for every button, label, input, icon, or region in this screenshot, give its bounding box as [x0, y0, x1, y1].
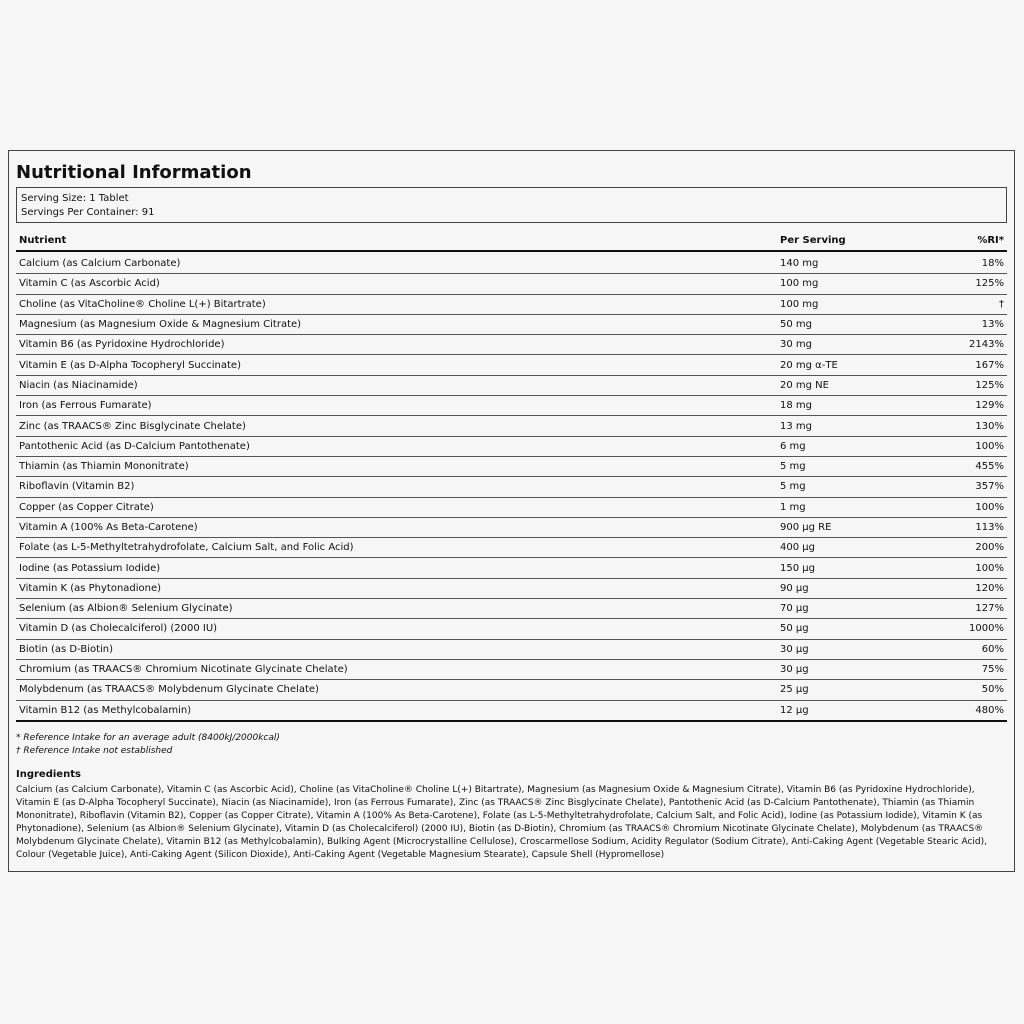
table-row: [16, 355, 1007, 375]
ri-cell: 75%: [943, 659, 1007, 679]
per-serving-cell: 50 µg: [777, 619, 943, 639]
table-row: [16, 538, 1007, 558]
per-serving-cell: 6 mg: [777, 436, 943, 456]
nutrient-cell: Vitamin B12 (as Methylcobalamin): [16, 700, 777, 721]
ri-cell: 130%: [943, 416, 1007, 436]
ri-cell: 60%: [943, 639, 1007, 659]
nutrient-cell: Thiamin (as Thiamin Mononitrate): [16, 456, 777, 476]
nutrient-cell: Pantothenic Acid (as D-Calcium Pantothenate): [16, 436, 777, 456]
ri-cell: 50%: [943, 680, 1007, 700]
ri-cell: 200%: [943, 538, 1007, 558]
ri-cell: 127%: [943, 599, 1007, 619]
page-title: Nutritional Information: [16, 162, 252, 183]
table-row: [16, 517, 1007, 537]
table-header-row: [16, 231, 1007, 251]
table-row: [16, 456, 1007, 476]
per-serving-cell: 30 mg: [777, 335, 943, 355]
table-row: [16, 314, 1007, 334]
per-serving-cell: 150 µg: [777, 558, 943, 578]
nutrient-cell: Vitamin B6 (as Pyridoxine Hydrochloride): [16, 335, 777, 355]
nutrient-cell: Niacin (as Niacinamide): [16, 375, 777, 395]
serving-size: Serving Size: 1 Tablet: [21, 193, 129, 204]
nutrient-cell: Vitamin K (as Phytonadione): [16, 578, 777, 598]
ri-cell: 357%: [943, 477, 1007, 497]
header-per-serving: Per Serving: [777, 231, 943, 251]
nutrient-cell: Riboflavin (Vitamin B2): [16, 477, 777, 497]
nutrient-cell: Magnesium (as Magnesium Oxide & Magnesium Citrate): [16, 314, 777, 334]
ri-cell: 120%: [943, 578, 1007, 598]
nutrient-cell: Biotin (as D-Biotin): [16, 639, 777, 659]
ri-cell: 18%: [943, 251, 1007, 274]
table-row: [16, 436, 1007, 456]
nutrient-cell: Copper (as Copper Citrate): [16, 497, 777, 517]
nutrient-cell: Folate (as L-5-Methyltetrahydrofolate, Calcium Salt, and Folic Acid): [16, 538, 777, 558]
per-serving-cell: 100 mg: [777, 294, 943, 314]
per-serving-cell: 20 mg α-TE: [777, 355, 943, 375]
ri-cell: 1000%: [943, 619, 1007, 639]
nutrient-cell: Iodine (as Potassium Iodide): [16, 558, 777, 578]
nutrient-cell: Choline (as VitaCholine® Choline L(+) Bitartrate): [16, 294, 777, 314]
per-serving-cell: 30 µg: [777, 659, 943, 679]
header-nutrient: Nutrient: [16, 231, 777, 251]
ingredients-heading: Ingredients: [16, 768, 81, 780]
ri-cell: 13%: [943, 314, 1007, 334]
table-row: [16, 599, 1007, 619]
ri-cell: 100%: [943, 436, 1007, 456]
per-serving-cell: 400 µg: [777, 538, 943, 558]
table-row: [16, 558, 1007, 578]
table-body: [16, 251, 1007, 721]
footnotes: [16, 732, 1007, 758]
footnote-not-established: † Reference Intake not established: [16, 745, 173, 756]
per-serving-cell: 13 mg: [777, 416, 943, 436]
ri-cell: 113%: [943, 517, 1007, 537]
nutrient-cell: Vitamin D (as Cholecalciferol) (2000 IU): [16, 619, 777, 639]
per-serving-cell: 90 µg: [777, 578, 943, 598]
ri-cell: 480%: [943, 700, 1007, 721]
nutrient-cell: Vitamin C (as Ascorbic Acid): [16, 274, 777, 294]
ri-cell: 167%: [943, 355, 1007, 375]
table-row: [16, 659, 1007, 679]
per-serving-cell: 5 mg: [777, 456, 943, 476]
ri-cell: †: [943, 294, 1007, 314]
ri-cell: 455%: [943, 456, 1007, 476]
ingredients-text: Calcium (as Calcium Carbonate), Vitamin C (as Ascorbic Acid), Choline (as VitaCholine® Choline L(+) Bitartrate), Magnesium (as Magnesium Oxide & Magnesium Citrate), Vitamin B6 (as Pyridoxine Hydrochloride), Vitamin E (as D-Alpha Tocopheryl Succinate), Niacin (as Niacinamide), Iron (as Ferrous Fumarate), Zinc (as TRAACS® Zinc Bisglycinate Chelate), Pantothenic Acid (as D-Calcium Pantothenate), Thiamin (as Thiamin Mononitrate), Riboflavin (Vitamin B2), Copper (as Copper Citrate), Vitamin A (100% As Beta-Carotene), Folate (as L-5-Methyltetrahydrofolate, Calcium Salt, and Folic Acid), Iodine (as Potassium Iodide), Vitamin K (as Phytonadione), Selenium (as Albion® Selenium Glycinate), Vitamin D (as Cholecalciferol) (2000 IU), Biotin (as D-Biotin), Chromium (as TRAACS® Chromium Nicotinate Glycinate Chelate), Molybdenum (as TRAACS® Molybdenum Glycinate Chelate), Vitamin B12 (as Methylcobalamin), Bulking Agent (Microcrystalline Cellulose), Croscarmellose Sodium, Acidity Regulator (Sodium Citrate), Anti-Caking Agent (Vegetable Stearic Acid), Colour (Vegetable Juice), Anti-Caking Agent (Silicon Dioxide), Anti-Caking Agent (Vegetable Magnesium Stearate), Capsule Shell (Hypromellose): [16, 784, 987, 860]
ri-cell: 2143%: [943, 335, 1007, 355]
table-row: [16, 497, 1007, 517]
nutrient-cell: Calcium (as Calcium Carbonate): [16, 251, 777, 274]
table-row: [16, 680, 1007, 700]
servings-per-container: Servings Per Container: 91: [21, 207, 155, 218]
nutrient-table: [16, 231, 1007, 722]
table-row: [16, 416, 1007, 436]
per-serving-cell: 1 mg: [777, 497, 943, 517]
per-serving-cell: 100 mg: [777, 274, 943, 294]
per-serving-cell: 20 mg NE: [777, 375, 943, 395]
nutrient-cell: Chromium (as TRAACS® Chromium Nicotinate Glycinate Chelate): [16, 659, 777, 679]
table-row: [16, 700, 1007, 721]
footnote-reference-intake: * Reference Intake for an average adult (8400kJ/2000kcal): [16, 732, 280, 743]
table-row: [16, 578, 1007, 598]
table-row: [16, 619, 1007, 639]
per-serving-cell: 140 mg: [777, 251, 943, 274]
ri-cell: 100%: [943, 558, 1007, 578]
table-row: [16, 294, 1007, 314]
nutrient-cell: Vitamin A (100% As Beta-Carotene): [16, 517, 777, 537]
table-row: [16, 639, 1007, 659]
ri-cell: 129%: [943, 396, 1007, 416]
nutrient-cell: Iron (as Ferrous Fumarate): [16, 396, 777, 416]
per-serving-cell: 50 mg: [777, 314, 943, 334]
per-serving-cell: 900 µg RE: [777, 517, 943, 537]
per-serving-cell: 18 mg: [777, 396, 943, 416]
nutrition-panel: [8, 150, 1015, 872]
nutrient-cell: Vitamin E (as D-Alpha Tocopheryl Succinate): [16, 355, 777, 375]
table-row: [16, 396, 1007, 416]
nutrient-cell: Zinc (as TRAACS® Zinc Bisglycinate Chelate): [16, 416, 777, 436]
table-row: [16, 477, 1007, 497]
ri-cell: 100%: [943, 497, 1007, 517]
ri-cell: 125%: [943, 375, 1007, 395]
per-serving-cell: 30 µg: [777, 639, 943, 659]
nutrient-cell: Molybdenum (as TRAACS® Molybdenum Glycinate Chelate): [16, 680, 777, 700]
table-row: [16, 375, 1007, 395]
table-row: [16, 274, 1007, 294]
header-ri: %RI*: [943, 231, 1007, 251]
table-row: [16, 335, 1007, 355]
nutrient-cell: Selenium (as Albion® Selenium Glycinate): [16, 599, 777, 619]
ri-cell: 125%: [943, 274, 1007, 294]
per-serving-cell: 70 µg: [777, 599, 943, 619]
per-serving-cell: 5 mg: [777, 477, 943, 497]
per-serving-cell: 12 µg: [777, 700, 943, 721]
serving-info-box: [16, 187, 1007, 223]
per-serving-cell: 25 µg: [777, 680, 943, 700]
table-row: [16, 251, 1007, 274]
